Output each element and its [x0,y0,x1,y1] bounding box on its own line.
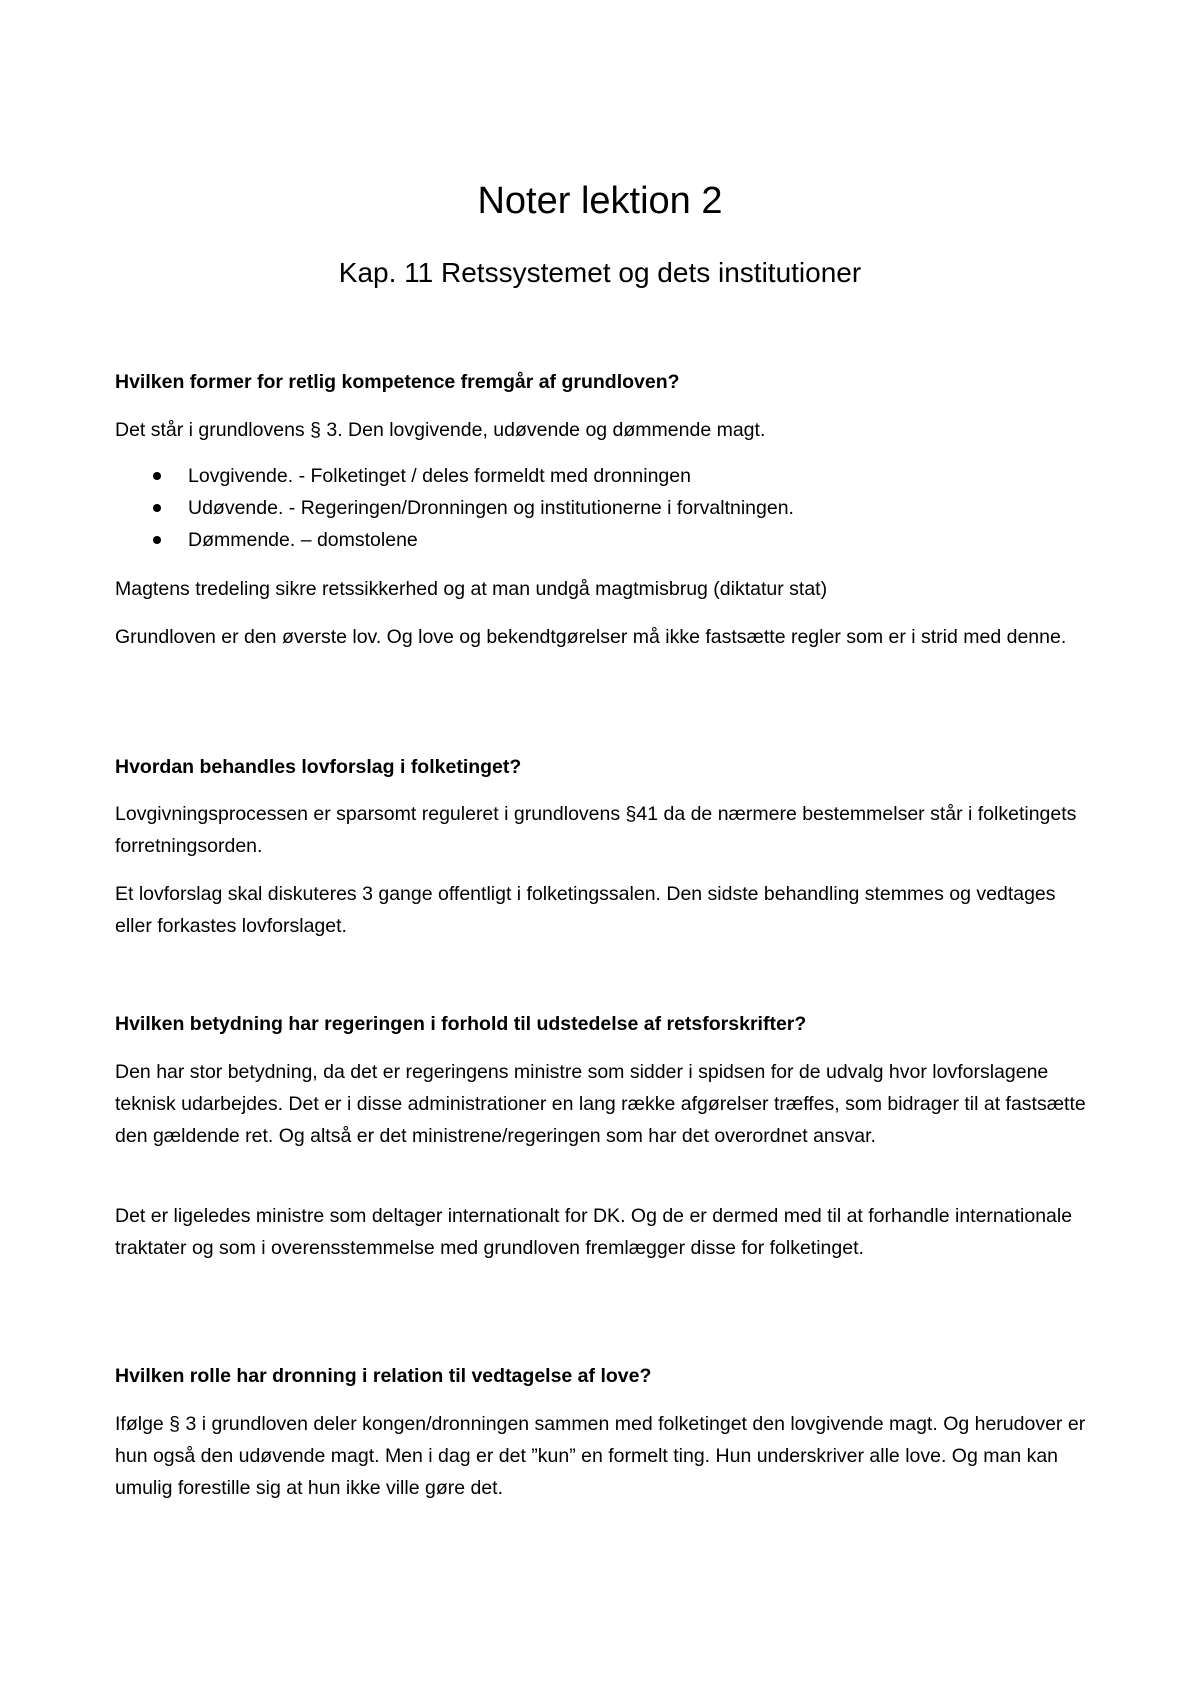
section-3-question: Hvilken betydning har regeringen i forhold til udstedelse af retsforskrifter? [115,1013,807,1035]
section-1-question: Hvilken former for retlig kompetence fremgår af grundloven? [115,371,680,393]
bullet-icon [153,472,161,480]
list-item-text: Udøvende. - Regeringen/Dronningen og institutionerne i forvaltningen. [188,497,794,519]
section-4-paragraph: Ifølge § 3 i grundloven deler kongen/dronningen sammen med folketinget den lovgivende magt. Og herudover er hun også den udøvende magt. Men i dag er det ”kun” en formelt ting. Hun underskriver alle love. Og man kan umulig forestille sig at hun ikke ville gøre det. [115,1413,1086,1499]
section-1-bullet-list [115,460,1095,556]
section-2-question: Hvordan behandles lovforslag i folketinget? [115,756,522,778]
list-item [115,460,1095,492]
page-subtitle: Kap. 11 Retssystemet og dets institutioner [338,257,862,288]
bullet-icon [153,504,161,512]
section-1-paragraph: Grundloven er den øverste lov. Og love og bekendtgørelser må ikke fastsætte regler som er i strid med denne. [115,626,1067,648]
section-4-question: Hvilken rolle har dronning i relation til vedtagelse af love? [115,1365,652,1387]
section-3-paragraph: Det er ligeledes ministre som deltager internationalt for DK. Og de er dermed med til at forhandle internationale traktater og som i overensstemmelse med grundloven fremlægger disse for folketinget. [115,1205,1073,1259]
list-item-text: Dømmende. – domstolene [188,529,418,551]
list-item [115,524,1095,556]
section-2-paragraph: Lovgivningsprocessen er sparsomt reguleret i grundlovens §41 da de nærmere bestemmelser står i folketingets forretningsorden. [115,803,1077,857]
section-1-intro: Det står i grundlovens § 3. Den lovgivende, udøvende og dømmende magt. [115,419,766,441]
section-2-paragraph: Et lovforslag skal diskuteres 3 gange offentligt i folketingssalen. Den sidste behandling stemmes og vedtages eller forkastes lovforslaget. [115,883,1056,937]
bullet-icon [153,536,161,544]
list-item-text: Lovgivende. - Folketinget / deles formeldt med dronningen [188,465,691,487]
list-item [115,492,1095,524]
section-3-paragraph: Den har stor betydning, da det er regeringens ministre som sidder i spidsen for de udvalg hvor lovforslagene teknisk udarbejdes. Det er i disse administrationer en lang række afgørelser træffes, som bidrager til at fastsætte den gældende ret. Og altså er det ministrene/regeringen som har det overordnet ansvar. [115,1061,1086,1147]
page-title: Noter lektion 2 [477,180,723,222]
section-1-paragraph: Magtens tredeling sikre retssikkerhed og at man undgå magtmisbrug (diktatur stat) [115,578,828,600]
